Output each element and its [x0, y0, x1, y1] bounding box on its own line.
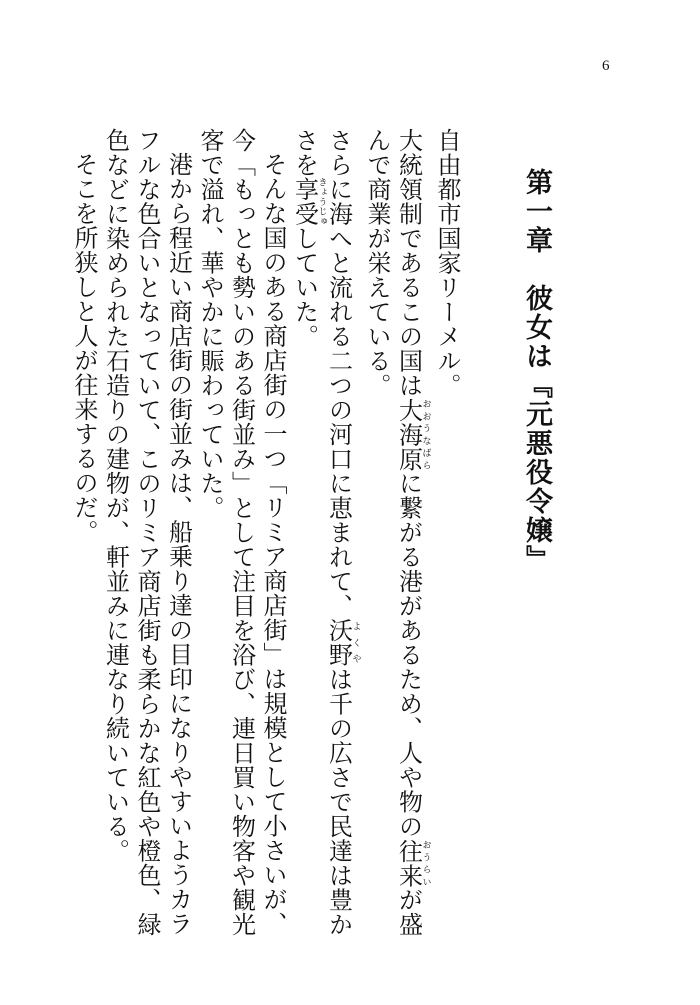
body-text	[68, 128, 463, 948]
paragraph: さらに海へと流れる二つの河口に恵まれて、沃野よくやは千の広さで民達は豊かさを享受きょうじゅしていた。	[290, 128, 361, 937]
paragraph: そこを所狭しと人が往来するのだ。	[70, 152, 98, 544]
paragraph: そんな国のある商店街の一つ「リミア商店街」は規模として小さいが、今「もっとも勢いのある街並み」として注目を浴び、連日買い物客や観光客で溢れ、華やかに賑わっていた。	[196, 128, 287, 937]
page-number: 6	[602, 58, 610, 74]
paragraph: 大統領制であるこの国は大海原おおうなばらに繋がる港があるため、人や物の往来おうらいが盛んで商業が栄えている。	[363, 128, 431, 937]
ruby-word: 沃野よくや	[324, 618, 361, 667]
paragraph: 港から程近い商店街の街並みは、船乗り達の目印になりやすいようカラフルな色合いとなっていて、このリミア商店街も柔らかな紅色や橙色、緑色などに染められた石造りの建物が、軒並みに連なり続いている。	[101, 128, 193, 937]
paragraph: 自由都市国家リーメル。	[433, 128, 461, 398]
ruby-word: 享受きょうじゅ	[290, 177, 327, 226]
chapter-title: 第一章 彼女は『元悪役令嬢』	[521, 168, 552, 574]
ruby-word: 大海原おおうなばら	[394, 397, 431, 471]
ruby-word: 往来おうらい	[394, 838, 431, 888]
